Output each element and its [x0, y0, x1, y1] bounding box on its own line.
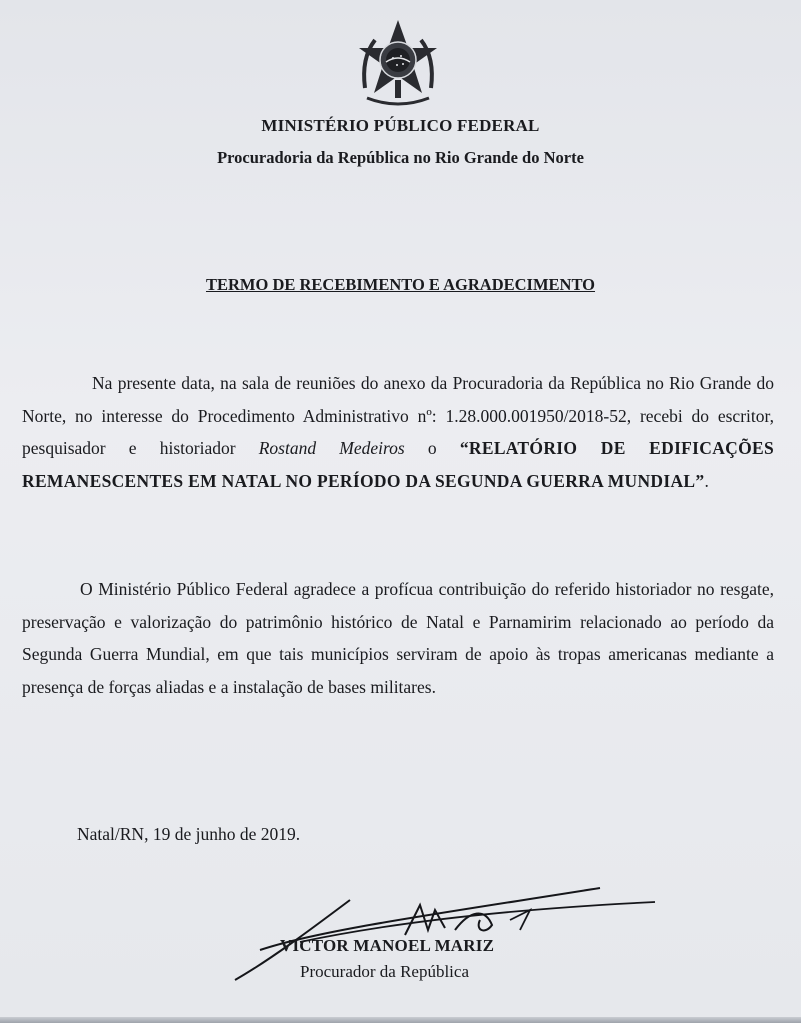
- report-title: “RELATÓRIO DE EDIFICAÇÕES REMANESCENTES EM NATAL NO PERÍODO DA SEGUNDA GUERRA MUNDIAL”: [22, 438, 775, 491]
- receipt-end: .: [704, 470, 709, 491]
- institution-heading: MINISTÉRIO PÚBLICO FEDERAL: [261, 116, 540, 135]
- page-bottom-edge: [0, 1017, 801, 1023]
- receipt-intro: Na presente data, na sala de reuniões do anexo da Procuradoria da República no Rio Grande do Norte, no interesse do Procedimento Administrativo nº: 1.28.000.001950/2018-52, recebi do escritor, pesquisador e historiador: [22, 373, 774, 458]
- document-title: TERMO DE RECEBIMENTO E AGRADECIMENTO: [205, 275, 596, 294]
- signatory-role: Procurador da República: [300, 962, 469, 981]
- signatory-name: VICTOR MANOEL MARIZ: [280, 936, 495, 955]
- office-heading: Procuradoria da República no Rio Grande do Norte: [217, 148, 584, 167]
- receipt-paragraph: [22, 367, 774, 497]
- author-name: Rostand Medeiros: [258, 438, 405, 458]
- receipt-connector: o: [404, 438, 460, 458]
- place-date: Natal/RN, 19 de junho de 2019.: [77, 824, 301, 844]
- acknowledgement-paragraph: O Ministério Público Federal agradece a profícua contribuição do referido historiador no resgate, preservação e valorização do patrimônio histórico de Natal e Parnamirim relacionado ao período da Segunda Guerra Mundial, em que tais municípios serviram de apoio às tropas americanas mediante a presença de forças aliadas e a instalação de bases militares.: [22, 579, 774, 697]
- national-coat-of-arms-icon: [357, 18, 439, 110]
